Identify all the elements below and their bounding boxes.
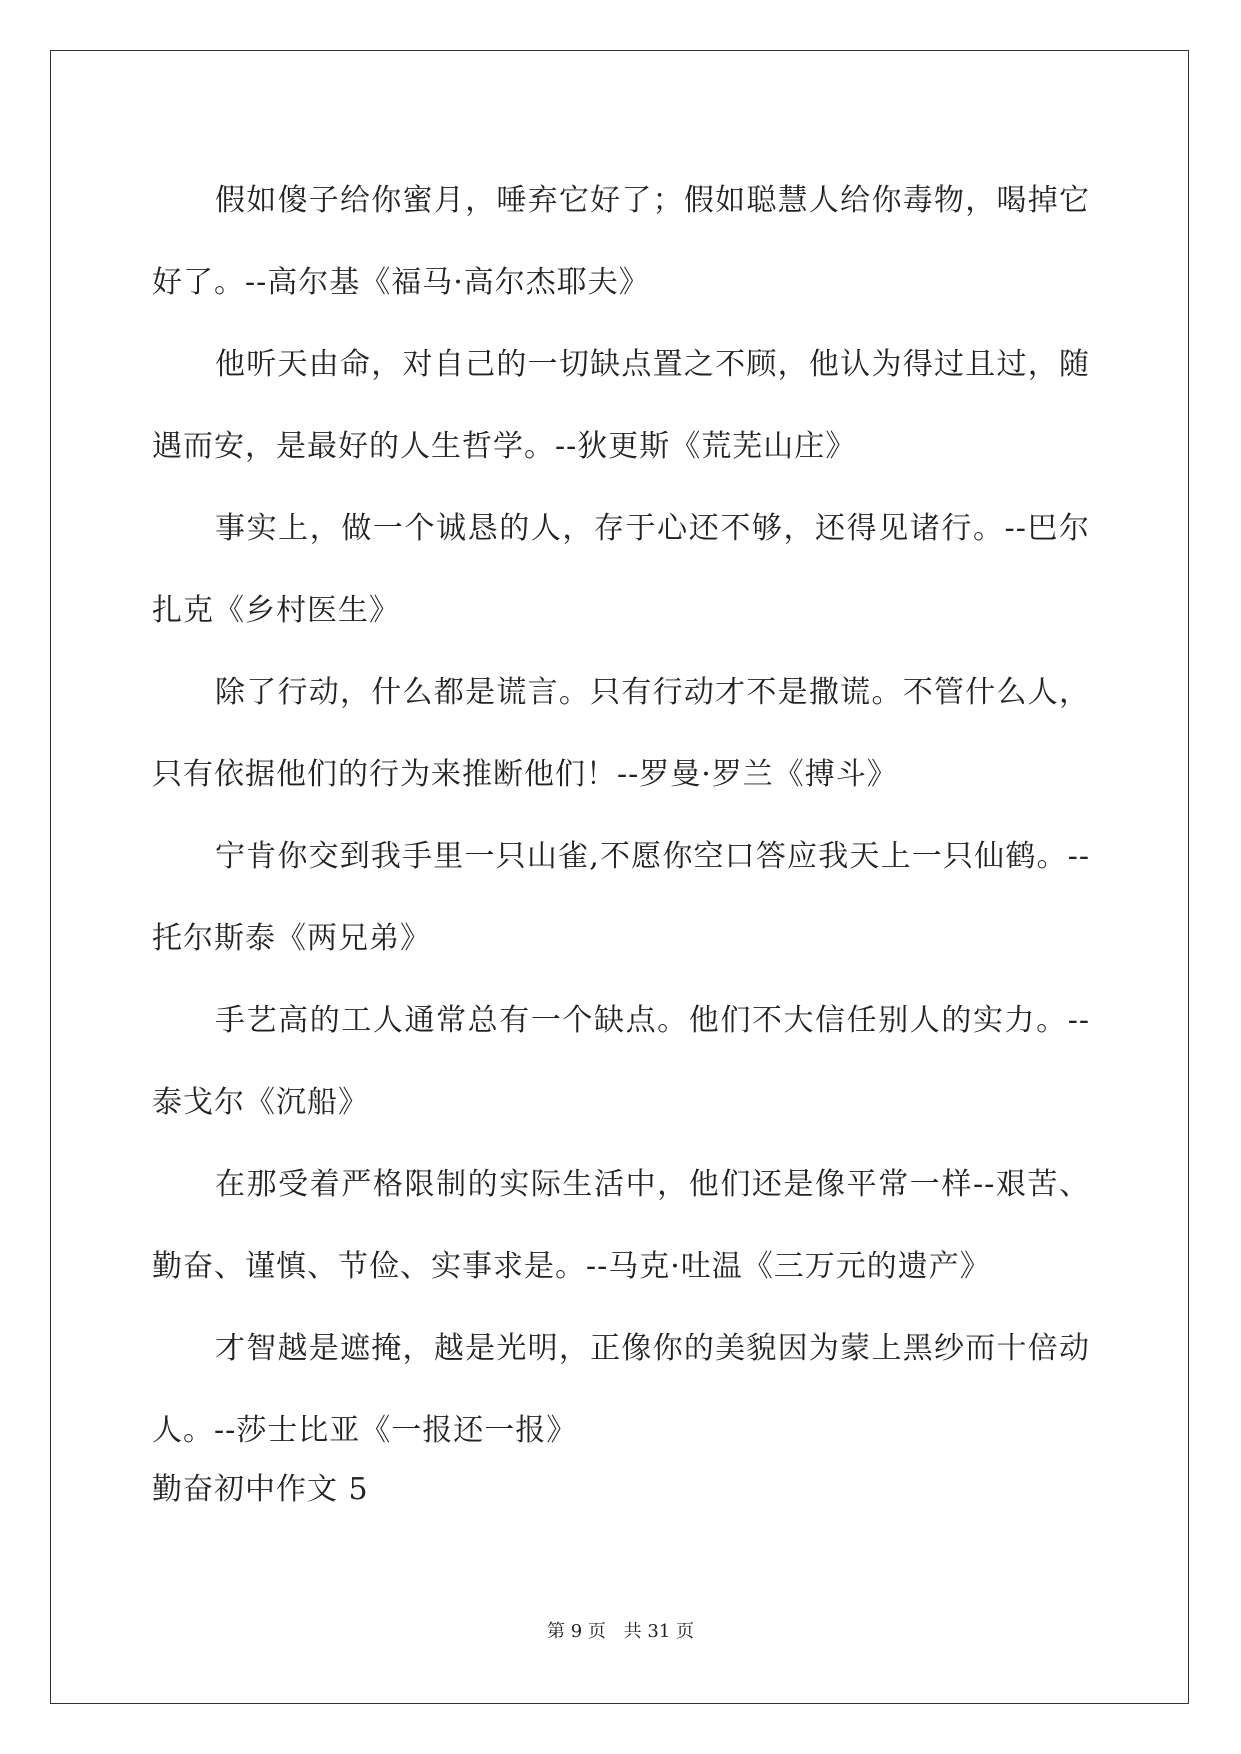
- quote-paragraph: 他听天由命，对自己的一切缺点置之不顾，他认为得过且过，随遇而安，是最好的人生哲学。--狄更斯《荒芜山庄》: [152, 347, 1090, 464]
- quote-paragraph: 除了行动，什么都是谎言。只有行动才不是撒谎。不管什么人，只有依据他们的行为来推断他们！--罗曼·罗兰《搏斗》: [152, 675, 1090, 792]
- quote-paragraph: 宁肯你交到我手里一只山雀,不愿你空口答应我天上一只仙鹤。--托尔斯泰《两兄弟》: [152, 839, 1090, 956]
- quote-paragraph: 在那受着严格限制的实际生活中，他们还是像平常一样--艰苦、勤奋、谨慎、节俭、实事求是。--马克·吐温《三万元的遗产》: [152, 1167, 1090, 1284]
- section-heading: 勤奋初中作文 5: [152, 1472, 369, 1507]
- quote-paragraph: 假如傻子给你蜜月，唾弃它好了；假如聪慧人给你毒物，喝掉它好了。--高尔基《福马·高尔杰耶夫》: [152, 183, 1090, 300]
- quote-paragraph: 手艺高的工人通常总有一个缺点。他们不大信任别人的实力。--泰戈尔《沉船》: [152, 1003, 1090, 1120]
- page-footer: [0, 1620, 1241, 1644]
- current-page-number: 第 9 页: [547, 1621, 606, 1642]
- total-page-count: 共 31 页: [623, 1621, 694, 1642]
- quote-paragraph: 事实上，做一个诚恳的人，存于心还不够，还得见诸行。--巴尔扎克《乡村医生》: [152, 511, 1090, 628]
- document-body: [152, 160, 1090, 1472]
- quote-paragraph: 才智越是遮掩，越是光明，正像你的美貌因为蒙上黑纱而十倍动人。--莎士比亚《一报还一报》: [152, 1331, 1090, 1448]
